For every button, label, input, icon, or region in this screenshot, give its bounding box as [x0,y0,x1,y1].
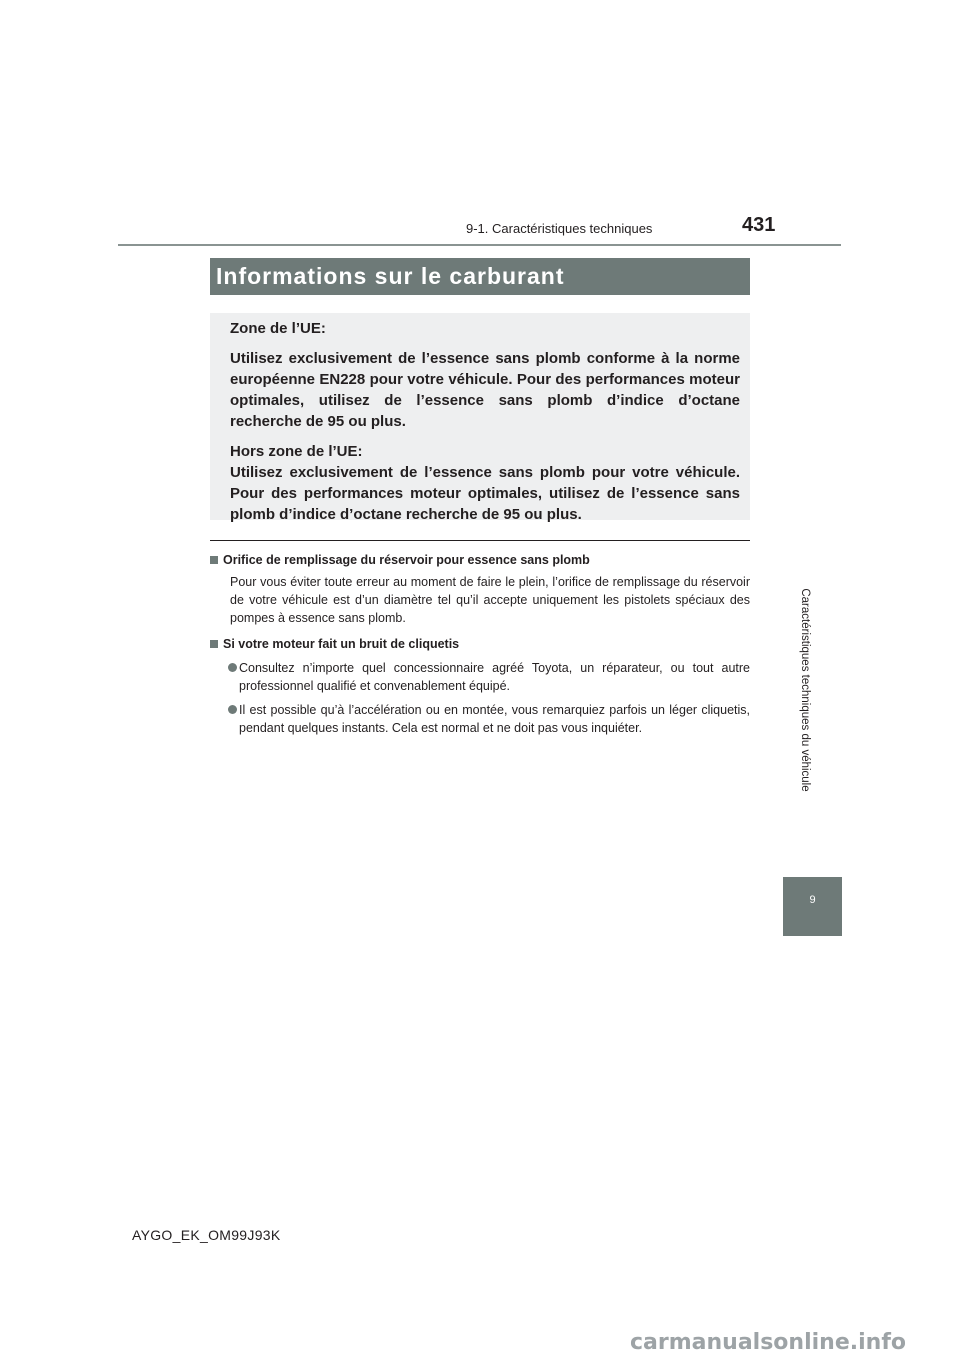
note-heading-filler [210,551,750,569]
document-code: AYGO_EK_OM99J93K [132,1227,281,1243]
list-item [230,701,750,737]
header-section-title: 9-1. Caractéristiques techniques [466,221,653,236]
notes-section [210,551,750,743]
page-number: 431 [742,214,776,236]
note-heading-knock [210,635,750,653]
square-bullet-icon [210,556,218,564]
chapter-side-label [795,520,815,860]
section-divider [210,540,750,541]
circle-bullet-icon [228,663,237,672]
header-divider [118,244,841,246]
list-item-text: Il est possible qu’à l’accélération ou en montée, vous remarquiez parfois un léger cliquetis, pendant quelques instants. Cela est normal et ne doit pas vous inquiéter. [239,703,750,735]
non-eu-zone-text: Utilisez exclusivement de l’essence sans plomb pour votre véhicule. Pour des performances moteur optimales, utilisez de l’essence sans plomb d’indice d’octane recherche de 95 ou plus. [230,464,740,523]
eu-zone-label: Zone de l’UE: [230,320,326,337]
list-item [230,659,750,695]
chapter-tab: 9 [783,877,842,936]
square-bullet-icon [210,640,218,648]
chapter-side-label-text: Caractéristiques techniques du véhicule [799,588,811,792]
watermark: carmanualsonline.info [630,1330,906,1355]
note-body-filler: Pour vous éviter toute erreur au moment de faire le plein, l’orifice de remplissage du réservoir de votre véhicule est d’un diamètre tel qu’il accepte uniquement les pistolets spéciaux des pompes à essence sans plomb. [230,575,750,625]
eu-zone-text: Utilisez exclusivement de l’essence sans plomb conforme à la norme européenne EN228 pour votre véhicule. Pour des performances moteur optimales, utilisez de l’essence sans plomb d’indice d’octane recherche de 95 ou plus. [230,350,740,430]
page-title: Informations sur le carburant [210,258,750,295]
list-item-text: Consultez n’importe quel concessionnaire agréé Toyota, un réparateur, ou tout autre professionnel qualifié et convenablement équipé. [239,661,750,693]
circle-bullet-icon [228,705,237,714]
note-heading-knock-text: Si votre moteur fait un bruit de cliquetis [223,637,460,651]
non-eu-zone-label: Hors zone de l’UE: [230,443,363,460]
fuel-info-box [210,313,750,523]
note-heading-filler-text: Orifice de remplissage du réservoir pour essence sans plomb [223,553,590,567]
